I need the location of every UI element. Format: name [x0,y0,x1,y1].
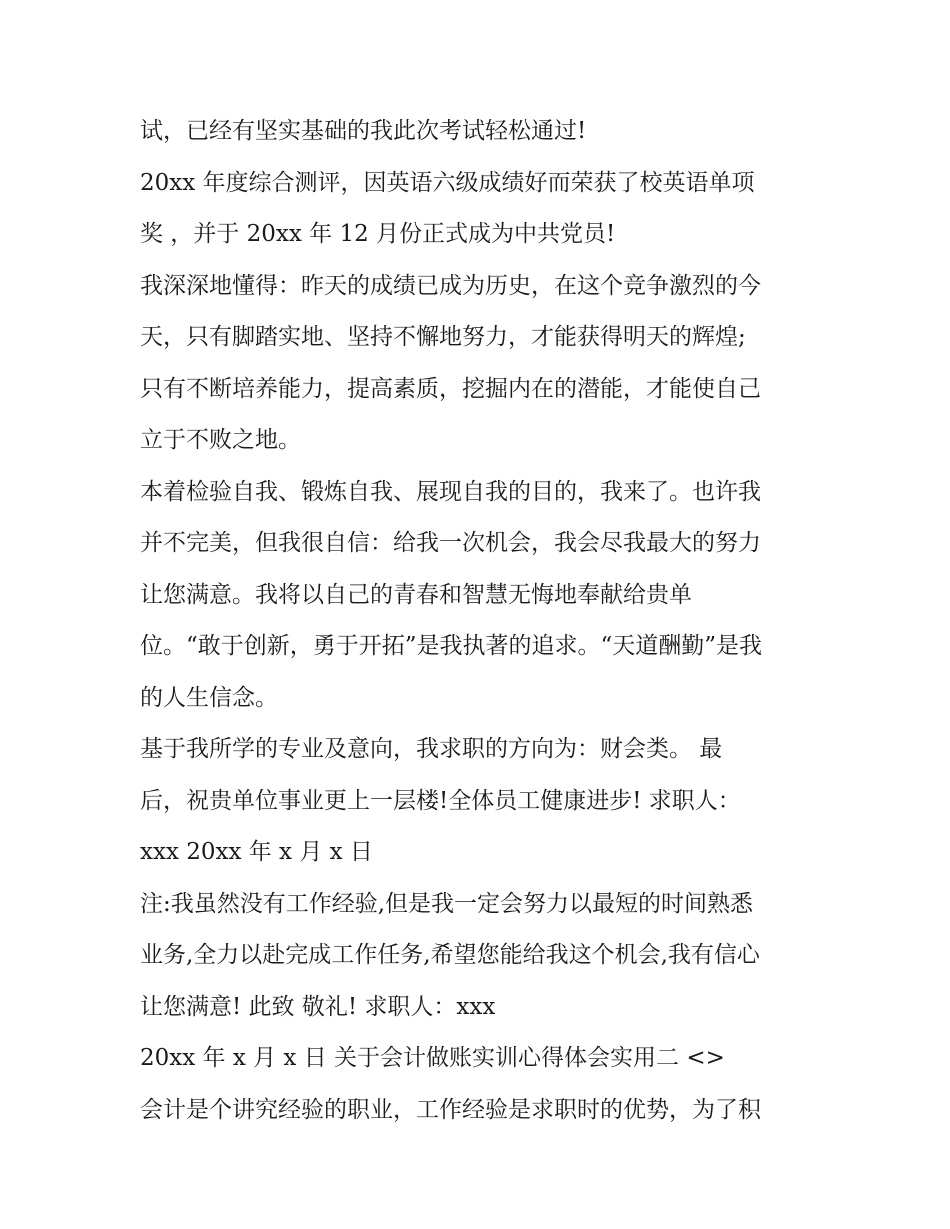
text-line: 位。“敢于创新，勇于开拓”是我执著的追求。“天道酬勤”是我 [140,633,763,659]
document-body [140,106,840,1136]
text-line: 会计是个讲究经验的职业，工作经验是求职时的优势，为了积 [140,1096,761,1123]
text-line: 基于我所学的专业及意向，我求职的方向为：财会类。 最 [140,736,723,762]
text-line: 让您满意。我将以自己的青春和智慧无悔地奉献给贵单 [140,581,692,608]
text-line: 20xx 年度综合测评，因英语六级成绩好而荣获了校英语单项 [140,169,755,196]
text-line: xxx 20xx 年 x 月 x 日 [140,839,373,865]
text-line: 本着检验自我、锻炼自我、展现自我的目的，我来了。也许我 [140,478,761,505]
text-line: 只有不断培养能力，提高素质，挖掘内在的潜能，才能使自己 [140,375,761,402]
text-line: 奖 ，并于 20xx 年 12 月份正式成为中共党员! [140,221,616,247]
text-line: 试，已经有坚实基础的我此次考试轻松通过! [140,118,587,144]
text-line: 业务,全力以赴完成工作任务,希望您能给我这个机会,我有信心 [140,942,760,968]
text-line: 的人生信念。 [140,684,278,711]
text-line: 后，祝贵单位事业更上一层楼!全体员工健康进步! 求职人： [140,787,741,814]
text-line: 我深深地懂得：昨天的成绩已成为历史，在这个竞争激烈的今 [140,272,761,299]
text-line: 注:我虽然没有工作经验,但是我一定会努力以最短的时间熟悉 [140,890,754,917]
text-line: 并不完美，但我很自信：给我一次机会，我会尽我最大的努力 [140,530,761,556]
text-line: 天，只有脚踏实地、坚持不懈地努力，才能获得明天的辉煌; [140,324,746,350]
text-line: 20xx 年 x 月 x 日 关于会计做账实训心得体会实用二 <> [140,1045,725,1071]
text-line: 立于不败之地。 [140,427,301,453]
text-line: 让您满意! 此致 敬礼! 求职人：xxx [140,993,496,1020]
